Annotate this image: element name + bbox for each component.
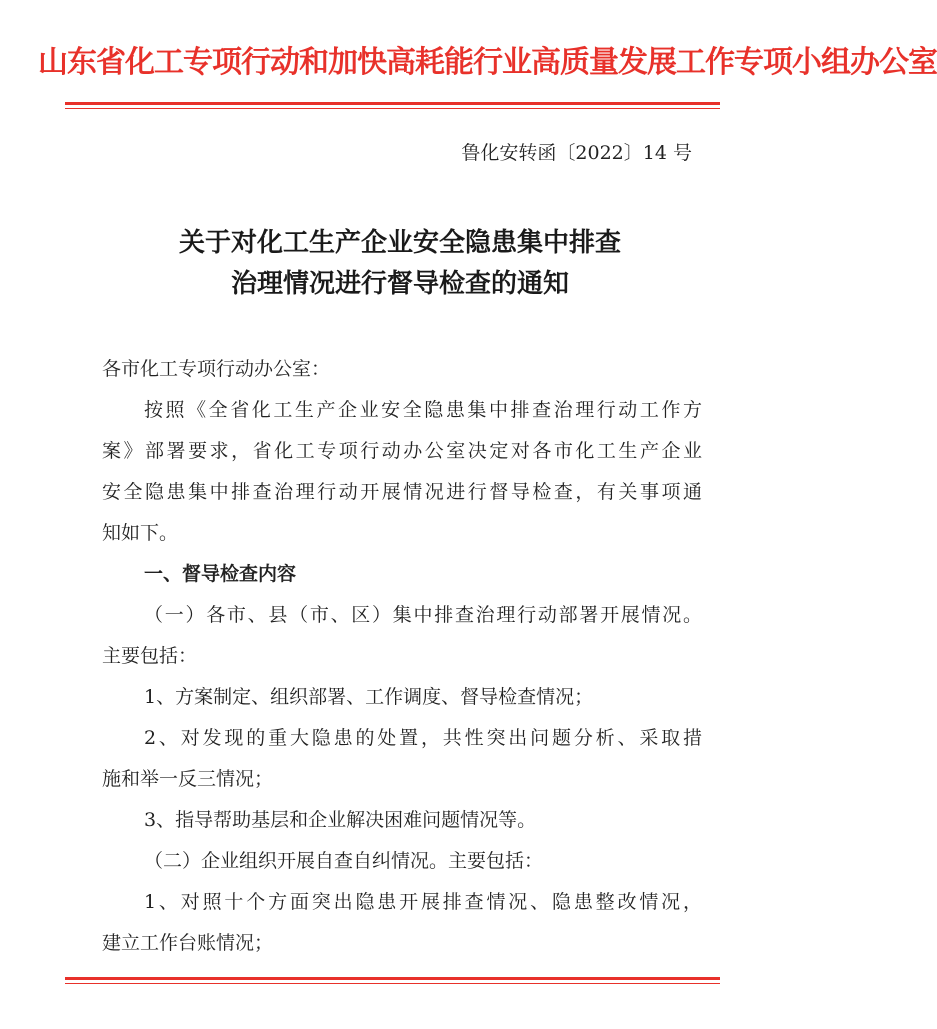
list-item-continuation: 建立工作台账情况； [102,932,274,954]
list-item: 2、对发现的重大隐患的处置，共性突出问题分析、采取措 [144,727,702,749]
subsection-heading: （二）企业组织开展自查自纠情况。主要包括： [144,850,544,872]
paragraph-line: 主要包括： [102,645,198,667]
list-item: 1、对照十个方面突出隐患开展排查情况、隐患整改情况， [144,891,702,913]
salutation: 各市化工专项行动办公室： [102,358,331,380]
list-item: 1、方案制定、组织部署、工作调度、督导检查情况； [144,686,594,708]
list-item-continuation: 施和举一反三情况； [102,768,274,790]
paragraph-line: 安全隐患集中排查治理行动开展情况进行督导检查，有关事项通 [102,481,702,503]
paragraph-line: 知如下。 [102,522,179,544]
document-number: 鲁化安转函〔2022〕14 号 [461,142,692,164]
document-title-line-2: 治理情况进行督导检查的通知 [230,269,569,299]
section-heading: 一、督导检查内容 [144,563,297,585]
issuing-office-title: 山东省化工专项行动和加快高耗能行业高质量发展工作专项小组办公室 [38,45,937,80]
paragraph-line: 案》部署要求，省化工专项行动办公室决定对各市化工生产企业 [102,440,702,462]
header-red-rule-thick [65,102,720,105]
footer-red-rule-thin [65,983,720,984]
footer-red-rule-thick [65,977,720,980]
header-red-rule-thin [65,108,720,109]
list-item: 3、指导帮助基层和企业解决困难问题情况等。 [144,809,537,831]
document-title-line-1: 关于对化工生产企业安全隐患集中排查 [178,228,621,258]
paragraph-line: 按照《全省化工生产企业安全隐患集中排查治理行动工作方 [144,399,702,421]
subsection-heading: （一）各市、县（市、区）集中排查治理行动部署开展情况。 [144,604,702,626]
